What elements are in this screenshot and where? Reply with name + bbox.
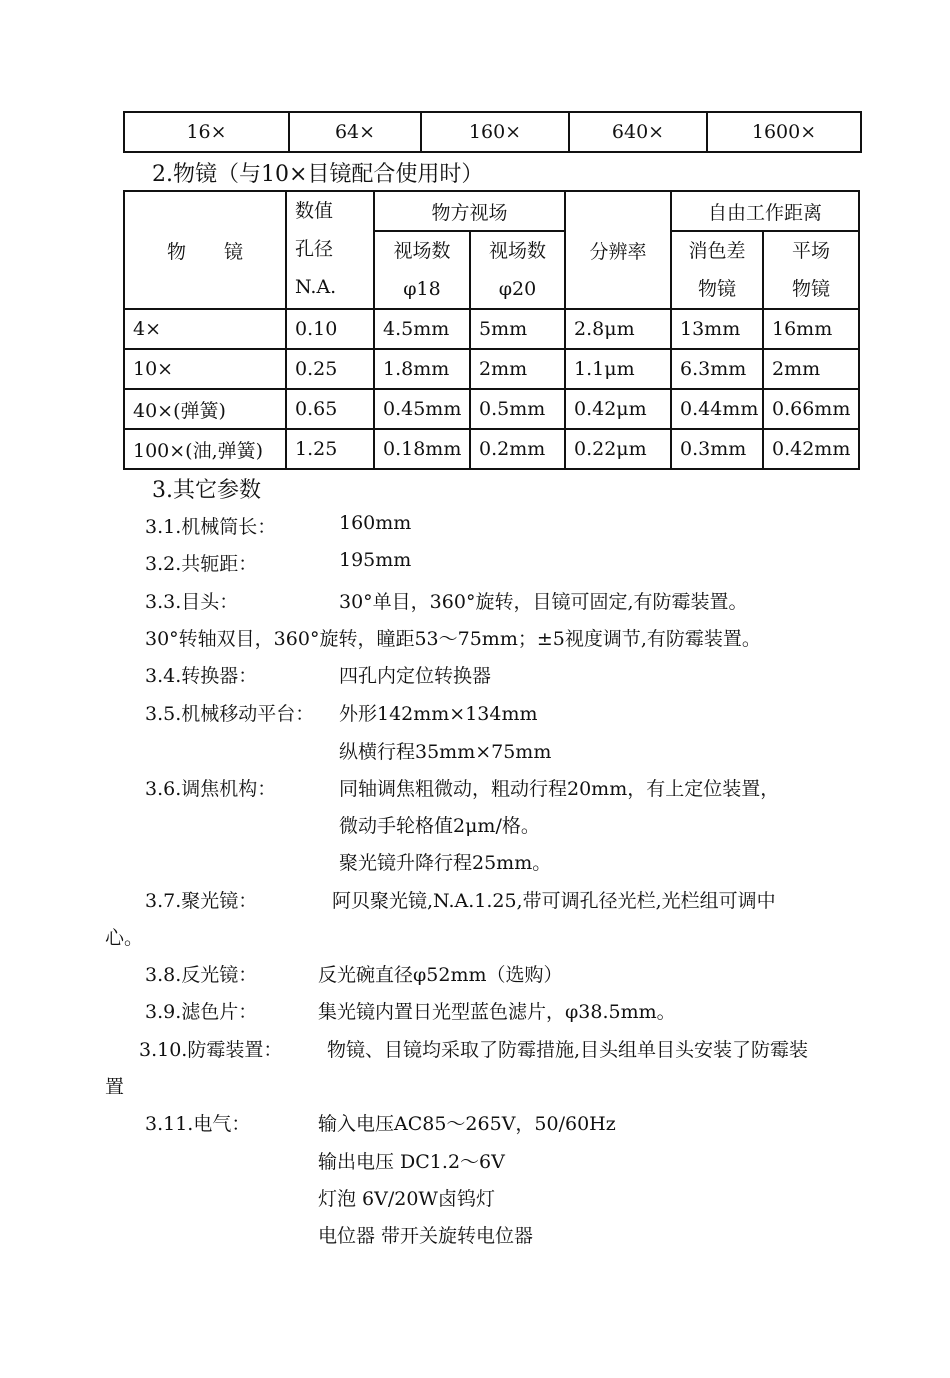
mag-cell: 160×	[421, 112, 569, 152]
table-row: 40×(弹簧) 0.65 0.45mm 0.5mm 0.42μm 0.44mm 0.66mm	[124, 389, 859, 429]
header-fn18: 视场数 φ18	[374, 231, 470, 309]
param-value: 灯泡 6V/20W卤钨灯	[318, 1188, 495, 1210]
header-na: 数值 孔径 N.A.	[286, 191, 374, 309]
param-value: 阿贝聚光镜,N.A.1.25,带可调孔径光栏,光栏组可调中	[332, 890, 776, 912]
header-objective: 物 镜	[124, 191, 286, 309]
param-label: 3.3.目头：	[145, 591, 239, 613]
param-value: 反光碗直径φ52mm（选购）	[318, 964, 563, 986]
header-fn20: 视场数 φ20	[470, 231, 565, 309]
param-value: 电位器 带开关旋转电位器	[318, 1225, 534, 1247]
table-row: 10× 0.25 1.8mm 2mm 1.1μm 6.3mm 2mm	[124, 349, 859, 389]
param-label: 3.2.共轭距：	[145, 553, 258, 575]
mag-cell: 1600×	[707, 112, 861, 152]
param-value: 30°单目，360°旋转，目镜可固定,有防霉装置。	[339, 591, 748, 613]
header-field: 物方视场	[374, 191, 565, 231]
param-value: 外形142mm×134mm	[339, 703, 538, 725]
param-value: 微动手轮格值2μm/格。	[339, 815, 540, 837]
header-achromatic: 消色差 物镜	[671, 231, 763, 309]
param-label: 3.10.防霉装置：	[139, 1039, 283, 1061]
param-label: 3.8.反光镜：	[145, 964, 258, 986]
param-label: 3.9.滤色片：	[145, 1001, 258, 1023]
param-label: 3.4.转换器：	[145, 665, 258, 687]
table-row: 4× 0.10 4.5mm 5mm 2.8μm 13mm 16mm	[124, 309, 859, 349]
table-row: 100×(油,弹簧) 1.25 0.18mm 0.2mm 0.22μm 0.3mm 0.42mm	[124, 429, 859, 469]
mag-cell: 640×	[569, 112, 707, 152]
param-value: 195mm	[339, 549, 412, 571]
param-continuation: 30°转轴双目，360°旋转，瞳距53～75mm；±5视度调节,有防霉装置。	[145, 628, 761, 650]
header-plan: 平场 物镜	[763, 231, 859, 309]
param-label: 3.11.电气：	[145, 1113, 251, 1135]
param-value: 四孔内定位转换器	[339, 665, 492, 687]
param-label: 3.1.机械筒长：	[145, 516, 277, 538]
objective-table	[123, 190, 860, 470]
param-value: 输入电压AC85～265V，50/60Hz	[318, 1113, 616, 1135]
param-value: 输出电压 DC1.2～6V	[318, 1151, 505, 1173]
param-continuation: 心。	[105, 927, 144, 949]
param-value: 纵横行程35mm×75mm	[339, 741, 552, 763]
param-value: 同轴调焦粗微动，粗动行程20mm，有上定位装置，	[339, 778, 780, 800]
header-resolution: 分辨率	[565, 191, 671, 309]
param-continuation: 置	[105, 1076, 125, 1098]
mag-cell: 64×	[289, 112, 421, 152]
param-value: 160mm	[339, 512, 412, 534]
param-value: 物镜、目镜均采取了防霉措施,目头组单目头安装了防霉装	[327, 1039, 809, 1061]
header-working-distance: 自由工作距离	[671, 191, 859, 231]
param-value: 集光镜内置日光型蓝色滤片，φ38.5mm。	[318, 1001, 676, 1023]
section-3-title: 3.其它参数	[152, 478, 261, 503]
param-label: 3.6.调焦机构：	[145, 778, 277, 800]
mag-cell: 16×	[124, 112, 289, 152]
param-label: 3.7.聚光镜：	[145, 890, 258, 912]
section-2-title: 2.物镜（与10×目镜配合使用时）	[152, 162, 484, 187]
param-label: 3.5.机械移动平台：	[145, 703, 315, 725]
param-value: 聚光镜升降行程25mm。	[339, 852, 552, 874]
magnification-table	[123, 111, 862, 153]
